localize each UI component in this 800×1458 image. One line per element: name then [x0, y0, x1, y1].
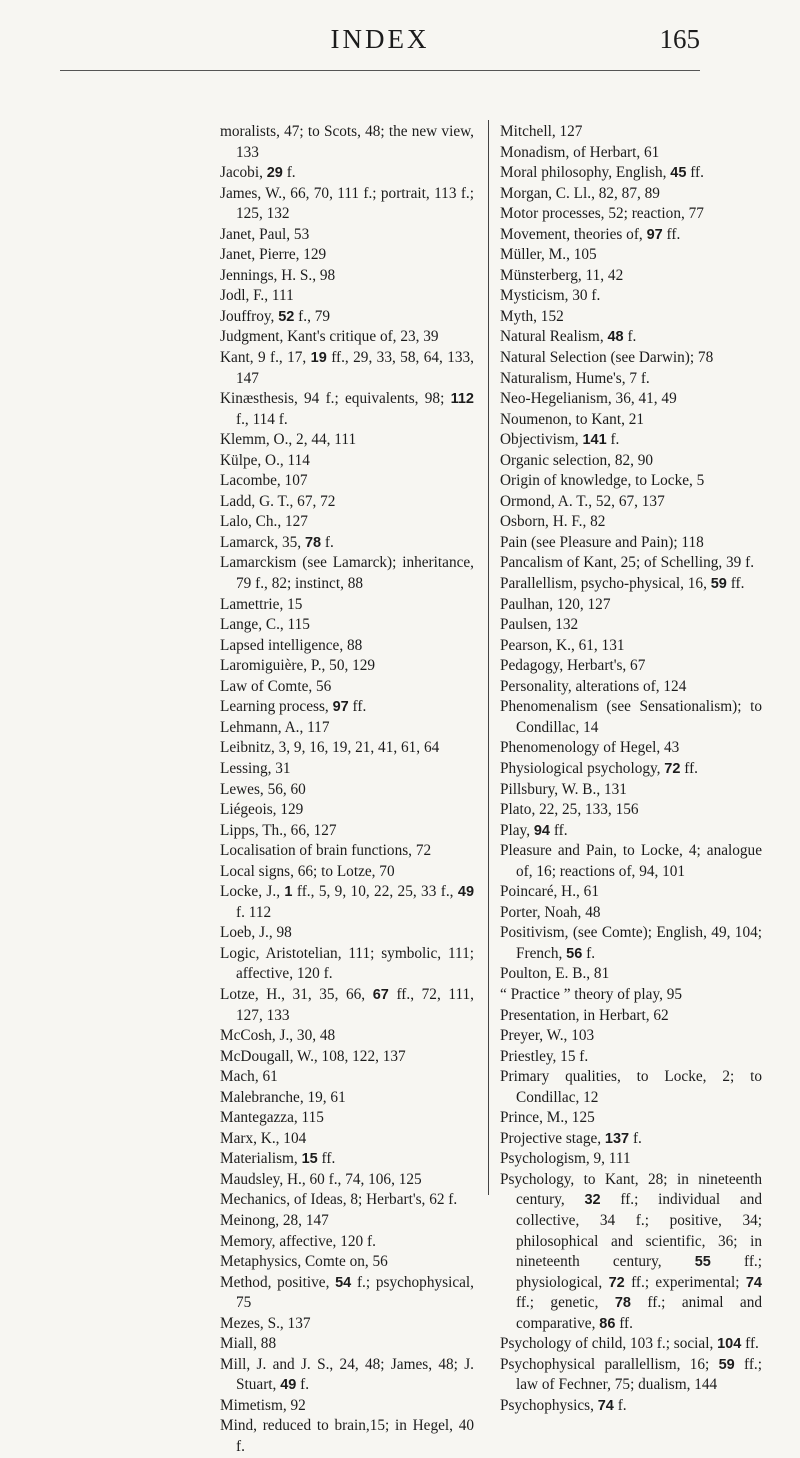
index-entry: Ormond, A. T., 52, 67, 137 [500, 492, 665, 510]
page-number: 165 [659, 24, 700, 54]
index-entry: Janet, Paul, 53 [220, 225, 310, 243]
index-entry: Lewes, 56, 60 [220, 780, 306, 798]
index-entry: Morgan, C. Ll., 82, 87, 89 [500, 184, 660, 202]
header-rule [60, 70, 700, 71]
index-entry: Mechanics, of Ideas, 8; Herbart's, 62 f. [220, 1191, 458, 1209]
index-entry: Kant, 9 f., 17, 19 ff., 29, 33, 58, 64, 133, 147 [220, 349, 474, 387]
index-entry: Origin of knowledge, to Locke, 5 [500, 472, 705, 490]
index-entry: Pancalism of Kant, 25; of Schelling, 39 f. [500, 554, 755, 572]
index-entry: Mantegazza, 115 [220, 1109, 324, 1127]
index-entry: Mimetism, 92 [220, 1396, 306, 1414]
index-entry: Janet, Pierre, 129 [220, 246, 327, 264]
index-entry: Loeb, J., 98 [220, 924, 292, 942]
index-entry: James, W., 66, 70, 111 f.; portrait, 113 f.; 125, 132 [220, 184, 474, 223]
index-entry: Logic, Aristotelian, 111; symbolic, 111; affective, 120 f. [220, 944, 474, 983]
index-entry: Mill, J. and J. S., 24, 48; James, 48; J. Stuart, 49 f. [220, 1355, 474, 1394]
index-entry: Mezes, S., 137 [220, 1314, 311, 1332]
index-entry: Lapsed intelligence, 88 [220, 636, 363, 654]
index-entry: Liégeois, 129 [220, 801, 304, 819]
index-entry: Myth, 152 [500, 307, 564, 325]
column-divider [488, 120, 489, 1195]
index-entry: Parallellism, psycho-physical, 16, 59 ff. [500, 575, 745, 593]
index-entry: Memory, affective, 120 f. [220, 1232, 376, 1250]
index-entry: Presentation, in Herbart, 62 [500, 1006, 669, 1024]
index-entry: Organic selection, 82, 90 [500, 451, 654, 469]
index-entry: Moral philosophy, English, 45 ff. [500, 164, 704, 182]
index-entry: Local signs, 66; to Lotze, 70 [220, 862, 395, 880]
index-entry: Maudsley, H., 60 f., 74, 106, 125 [220, 1170, 422, 1188]
index-entry: Lotze, H., 31, 35, 66, 67 ff., 72, 111, 127, 133 [220, 985, 475, 1024]
index-entry: Leibnitz, 3, 9, 16, 19, 21, 41, 61, 64 [220, 739, 440, 757]
index-column-right [500, 122, 762, 1416]
index-entry: Materialism, 15 ff. [220, 1150, 336, 1168]
index-entry: Physiological psychology, 72 ff. [500, 759, 698, 777]
index-entry: Osborn, H. F., 82 [500, 513, 606, 531]
index-entry: Judgment, Kant's critique of, 23, 39 [220, 328, 439, 346]
index-entry: Mind, reduced to brain,15; in Hegel, 40 f. [220, 1417, 474, 1455]
index-entry: Phenomenology of Hegel, 43 [500, 739, 680, 757]
index-entry: Priestley, 15 f. [500, 1047, 589, 1065]
index-entry: Porter, Noah, 48 [500, 903, 601, 921]
index-entry: Preyer, W., 103 [500, 1027, 595, 1045]
index-entry: Laromiguière, P., 50, 129 [220, 657, 376, 675]
index-entry: Primary qualities, to Locke, 2; to Condillac, 12 [500, 1068, 762, 1106]
index-entry: Noumenon, to Kant, 21 [500, 410, 645, 428]
index-entry: Lamettrie, 15 [220, 595, 303, 613]
index-entry: Learning process, 97 ff. [220, 698, 367, 716]
index-entry: Prince, M., 125 [500, 1109, 595, 1127]
index-entry: Psychology of child, 103 f.; social, 104 ff. [500, 1335, 759, 1353]
index-entry: Law of Comte, 56 [220, 677, 332, 695]
index-entry: Paulsen, 132 [500, 616, 579, 634]
index-entry: Miall, 88 [220, 1335, 277, 1353]
index-entry: Natural Selection (see Darwin); 78 [500, 349, 714, 367]
index-column-left [220, 122, 474, 1458]
index-entry: Marx, K., 104 [220, 1129, 307, 1147]
index-entry: Metaphysics, Comte on, 56 [220, 1253, 388, 1271]
index-entry: “ Practice ” theory of play, 95 [500, 985, 683, 1003]
index-entry: Lessing, 31 [220, 759, 291, 777]
index-entry: Lamarckism (see Lamarck); inheritance, 79 f., 82; instinct, 88 [220, 554, 474, 593]
index-entry: Ladd, G. T., 67, 72 [220, 492, 336, 510]
index-entry: Lipps, Th., 66, 127 [220, 821, 337, 839]
index-entry: Pedagogy, Herbart's, 67 [500, 657, 646, 675]
index-entry: Motor processes, 52; reaction, 77 [500, 205, 704, 223]
index-entry: Phenomenalism (see Sensationalism); to Condillac, 14 [500, 698, 762, 736]
index-entry: Müller, M., 105 [500, 246, 597, 264]
index-entry: Monadism, of Herbart, 61 [500, 143, 660, 161]
index-entry: Lamarck, 35, 78 f. [220, 533, 334, 551]
index-entry: Psychologism, 9, 111 [500, 1150, 631, 1168]
index-entry: Mysticism, 30 f. [500, 287, 601, 305]
index-entry: Personality, alterations of, 124 [500, 677, 687, 695]
index-entry: Paulhan, 120, 127 [500, 595, 611, 613]
index-entry: Münsterberg, 11, 42 [500, 266, 624, 284]
index-entry: Naturalism, Hume's, 7 f. [500, 369, 650, 387]
index-entry: Mach, 61 [220, 1068, 278, 1086]
index-entry: Neo-Hegelianism, 36, 41, 49 [500, 390, 677, 408]
index-entry: Projective stage, 137 f. [500, 1129, 642, 1147]
index-entry: McDougall, W., 108, 122, 137 [220, 1047, 406, 1065]
index-entry: Pain (see Pleasure and Pain); 118 [500, 533, 704, 551]
index-entry: Plato, 22, 25, 133, 156 [500, 801, 639, 819]
index-entry: Objectivism, 141 f. [500, 431, 620, 449]
page-title: INDEX [330, 24, 430, 54]
index-entry: Jennings, H. S., 98 [220, 266, 336, 284]
index-entry: Poincaré, H., 61 [500, 883, 599, 901]
page-header [60, 24, 700, 68]
index-entry: Lehmann, A., 117 [220, 718, 330, 736]
index-entry: Poulton, E. B., 81 [500, 965, 610, 983]
index-entry: Psychology, to Kant, 28; in nineteenth century, 32 ff.; individual and collective, 34 f.; positive, 34; philosophical and scientific, 36; in nineteenth century, 55 ff.; physiological, 72 ff.; experimental; 74 ff.; genetic, 78 ff.; animal and comparative, 86 ff. [500, 1170, 763, 1332]
index-entry: Jouffroy, 52 f., 79 [220, 307, 331, 325]
index-entry: Jacobi, 29 f. [220, 164, 296, 182]
index-entry: Kinæsthesis, 94 f.; equivalents, 98; 112 f., 114 f. [220, 390, 474, 428]
index-entry: McCosh, J., 30, 48 [220, 1027, 336, 1045]
index-entry: Pleasure and Pain, to Locke, 4; analogue of, 16; reactions of, 94, 101 [500, 842, 762, 880]
index-entry: Locke, J., 1 ff., 5, 9, 10, 22, 25, 33 f., 49 f. 112 [220, 883, 475, 921]
index-entry: Jodl, F., 111 [220, 287, 294, 305]
index-entry: Movement, theories of, 97 ff. [500, 225, 681, 243]
index-entry: Pearson, K., 61, 131 [500, 636, 625, 654]
index-entry: Natural Realism, 48 f. [500, 328, 637, 346]
index-entry: Method, positive, 54 f.; psychophysical, 75 [220, 1273, 474, 1312]
index-entry: Positivism, (see Comte); English, 49, 104; French, 56 f. [500, 924, 762, 962]
index-entry: Mitchell, 127 [500, 123, 583, 140]
index-entry: Psychophysics, 74 f. [500, 1396, 627, 1414]
index-entry: Localisation of brain functions, 72 [220, 842, 432, 860]
index-entry: Play, 94 ff. [500, 821, 568, 839]
index-entry: Külpe, O., 114 [220, 451, 310, 469]
index-entry: Meinong, 28, 147 [220, 1211, 329, 1229]
index-entry: Lacombe, 107 [220, 472, 308, 490]
index-entry: Klemm, O., 2, 44, 111 [220, 431, 357, 449]
index-entry: Lalo, Ch., 127 [220, 513, 308, 531]
index-entry: Lange, C., 115 [220, 616, 310, 634]
index-entry: Malebranche, 19, 61 [220, 1088, 346, 1106]
index-entry: Pillsbury, W. B., 131 [500, 780, 627, 798]
index-entry: moralists, 47; to Scots, 48; the new view, 133 [220, 123, 474, 161]
index-entry: Psychophysical parallellism, 16; 59 ff.; law of Fechner, 75; dualism, 144 [500, 1355, 762, 1394]
